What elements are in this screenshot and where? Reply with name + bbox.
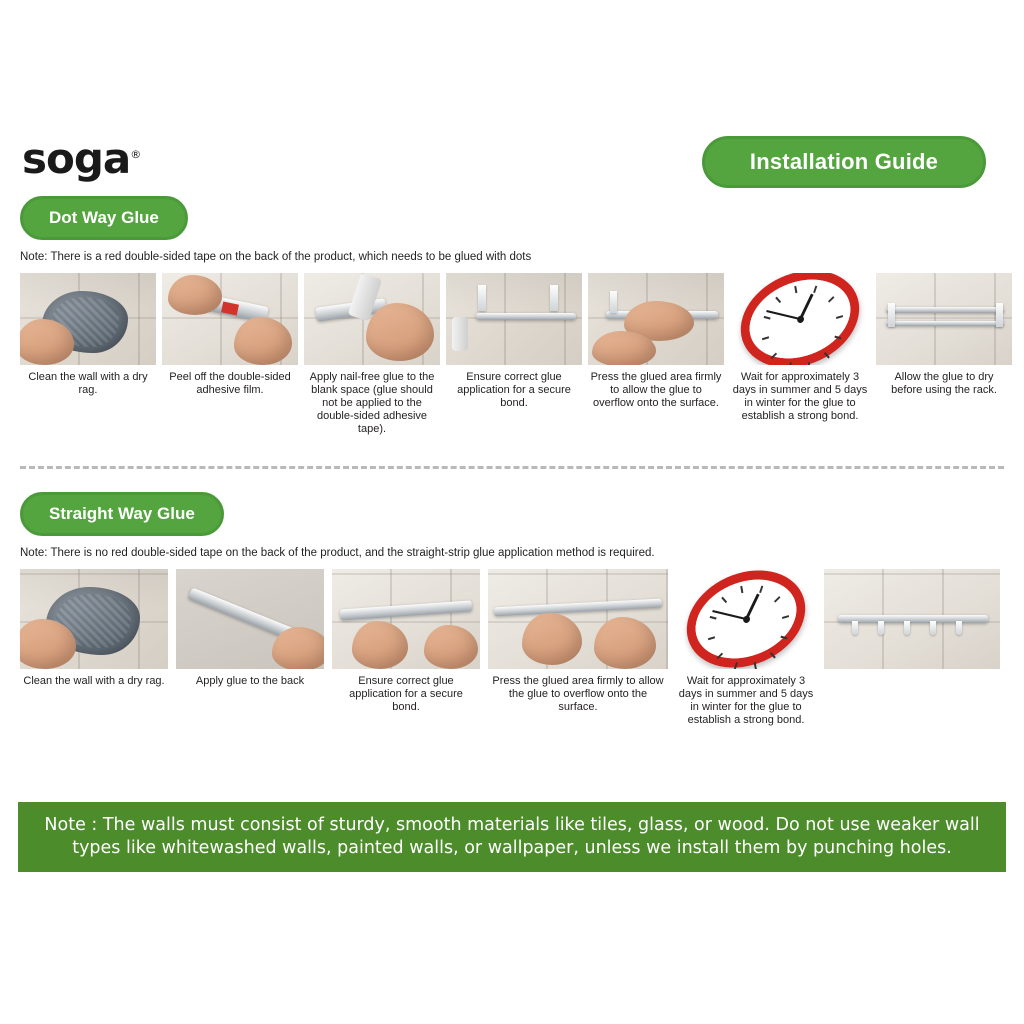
step-photo-peel-tape (162, 273, 298, 365)
page-title: Installation Guide (749, 149, 939, 174)
step-caption: Wait for approximately 3 days in summer and 5 days in winter for the glue to establish a strong bond. (678, 675, 814, 726)
step-item (304, 273, 440, 436)
step-caption: Apply glue to the back (195, 675, 305, 687)
section-title-straight: Straight Way Glue (49, 504, 195, 523)
footer-note-bar (18, 802, 1006, 872)
step-caption: Clean the wall with a dry rag. (28, 371, 148, 396)
step-caption: Peel off the double-sided adhesive film. (169, 371, 291, 396)
section-title-dot: Dot Way Glue (49, 208, 159, 227)
section-divider (20, 466, 1004, 469)
step-item (446, 273, 582, 410)
section-note-dot: Note: There is a red double-sided tape on the back of the product, which needs to be glued with dots (20, 251, 532, 263)
step-photo-finished-rack (876, 273, 1012, 365)
installation-guide-badge (702, 136, 986, 188)
registered-mark: ® (130, 148, 141, 161)
step-item (20, 273, 156, 397)
step-photo-wait-clock (730, 273, 870, 365)
step-photo-press-bar (588, 273, 724, 365)
step-item (20, 569, 168, 688)
step-item (588, 273, 724, 410)
step-photo-check-strip (332, 569, 480, 669)
step-photo-glue-back (176, 569, 324, 669)
step-caption: Ensure correct glue application for a secure bond. (349, 675, 463, 713)
steps-strip-dot (20, 273, 1010, 436)
step-caption: Press the glued area firmly to allow the glue to overflow onto the surface. (590, 371, 722, 409)
step-photo-finished-hooks (824, 569, 1000, 669)
section-note-straight: Note: There is no red double-sided tape on the back of the product, and the straight-strip glue application method is required. (20, 547, 655, 559)
steps-strip-straight (20, 569, 1010, 727)
step-photo-clean-wall (20, 273, 156, 365)
page-header (0, 120, 1024, 190)
step-caption: Wait for approximately 3 days in summer and 5 days in winter for the glue to establish a strong bond. (732, 371, 868, 422)
step-photo-wait-clock-2 (676, 569, 816, 669)
section-straight-way-glue (20, 492, 1010, 727)
footer-note-text: Note : The walls must consist of sturdy, smooth materials like tiles, glass, or wood. Do not use weaker wall types like whitewashed walls, painted walls, or wallpaper, unless we install them by punching holes. (44, 815, 980, 858)
step-caption: Apply nail-free glue to the blank space (glue should not be applied to the double-sided adhesive tape). (309, 371, 435, 435)
step-item (162, 273, 298, 397)
brand-name: soga (22, 134, 131, 183)
section-dot-way-glue (20, 196, 1010, 436)
step-item (676, 569, 816, 727)
clock-icon (733, 273, 866, 365)
step-caption: Clean the wall with a dry rag. (23, 675, 165, 687)
step-item (332, 569, 480, 714)
step-item (730, 273, 870, 423)
step-photo-check-glue (446, 273, 582, 365)
step-caption: Allow the glue to dry before using the rack. (891, 371, 997, 396)
step-item (876, 273, 1012, 397)
section-title-badge-straight (20, 492, 224, 536)
clock-icon (679, 569, 812, 669)
brand-logo (22, 134, 140, 183)
step-caption: Press the glued area firmly to allow the glue to overflow onto the surface. (492, 675, 664, 713)
step-item (488, 569, 668, 714)
step-photo-clean-wall-2 (20, 569, 168, 669)
step-caption: Ensure correct glue application for a secure bond. (457, 371, 571, 409)
section-title-badge-dot (20, 196, 188, 240)
step-photo-press-strip (488, 569, 668, 669)
step-item (176, 569, 324, 688)
step-photo-apply-glue (304, 273, 440, 365)
step-item (824, 569, 1000, 675)
